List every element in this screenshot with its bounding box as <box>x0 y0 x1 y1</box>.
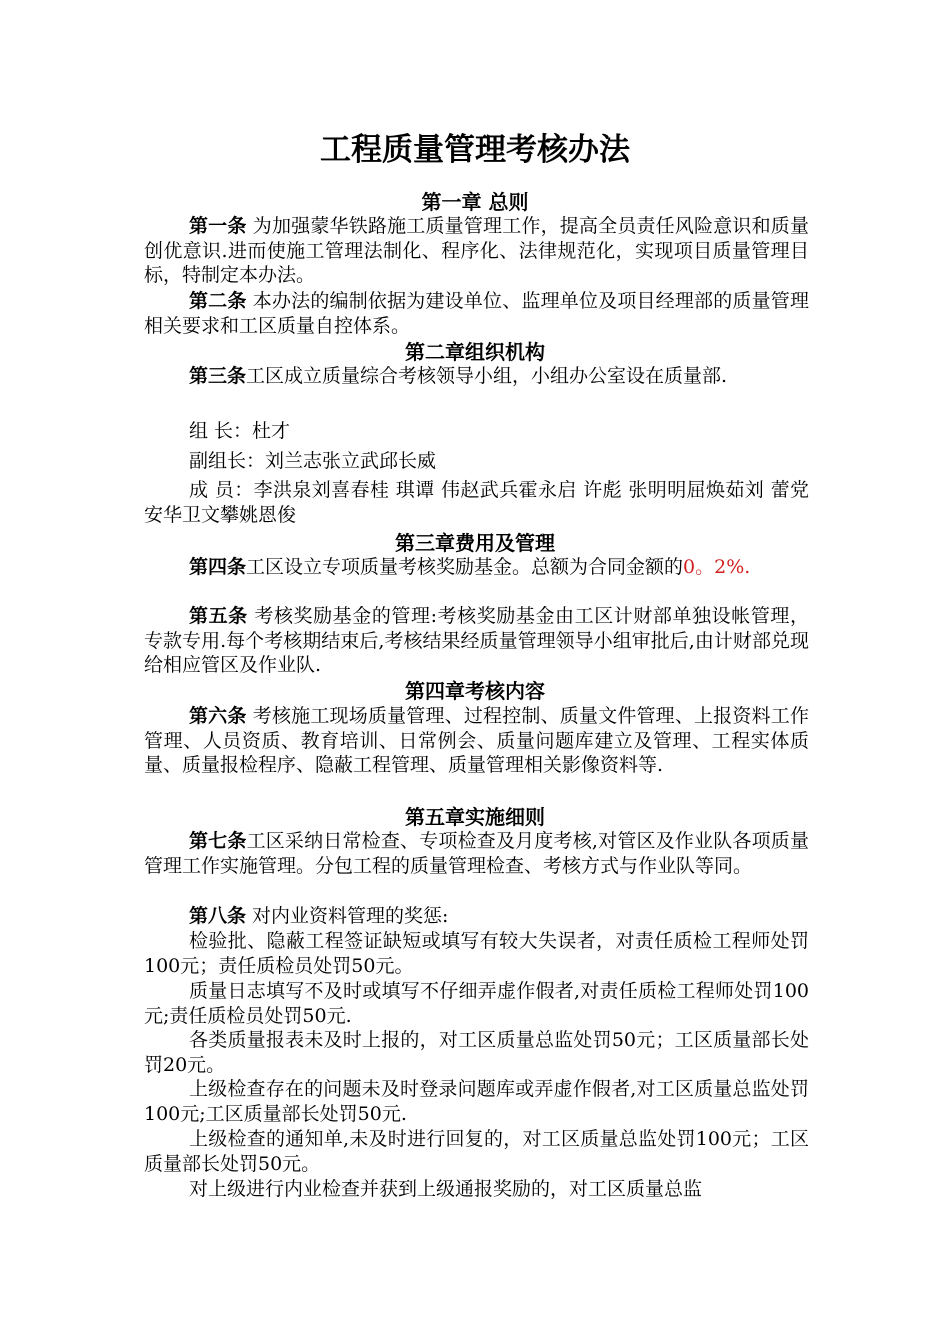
article-text: 本办法的编制依据为建设单位、监理单位及项目经理部的质量管理相关要求和工区质量自控体系。 <box>144 290 809 337</box>
rule-3: 各类质量报表未及时上报的，对工区质量总监处罚50元；工区质量部长处罚20元。 <box>144 1029 809 1076</box>
article-2 <box>144 289 809 338</box>
article-text: 考核施工现场质量管理、过程控制、质量文件管理、上报资料工作管理、人员资质、教育培训、日常例会、质量问题库建立及管理、工程实体质量、质量报检程序、隐蔽工程管理、质量管理相关影像资料等. <box>144 705 809 777</box>
article-text: 考核奖励基金的管理:考核奖励基金由工区计财部单独设帐管理，专款专用.每个考核期结束后,考核结果经质量管理领导小组审批后,由计财部兑现给相应管区及作业队. <box>144 605 809 677</box>
article-label: 第四条 <box>189 556 247 578</box>
chapter-heading-1: 第一章 总则 <box>421 190 529 214</box>
article-8 <box>144 904 809 929</box>
chapter-heading-3: 第三章费用及管理 <box>395 531 555 555</box>
article-label: 第三条 <box>189 365 247 387</box>
article-3 <box>144 364 809 389</box>
document-title: 工程质量管理考核办法 <box>320 132 630 168</box>
article-label: 第一条 <box>189 215 247 237</box>
article-text: 为加强蒙华铁路施工质量管理工作，提高全员责任风险意识和质量创优意识.进而使施工管理法制化、程序化、法律规范化，实现项目质量管理目标，特制定本办法。 <box>144 215 809 287</box>
rule-5: 上级检查的通知单,未及时进行回复的，对工区质量总监处罚100元；工区质量部长处罚50元。 <box>144 1128 809 1175</box>
article-text: 工区采纳日常检查、专项检查及月度考核,对管区及作业队各项质量管理工作实施管理。分包工程的质量管理检查、考核方式与作业队等同。 <box>144 830 809 877</box>
article-text: 工区设立专项质量考核奖励基金。总额为合同金额的 <box>246 556 684 578</box>
rule-1: 检验批、隐蔽工程签证缺短或填写有较大失误者，对责任质检工程师处罚100元；责任质检员处罚50元。 <box>144 930 809 977</box>
article-1 <box>144 214 809 288</box>
rule-4: 上级检查存在的问题未及时登录问题库或弄虚作假者,对工区质量总监处罚100元;工区质量部长处罚50元. <box>144 1078 809 1125</box>
article-text: 工区成立质量综合考核领导小组，小组办公室设在质量部. <box>246 365 728 387</box>
chapter-heading-5: 第五章实施细则 <box>405 805 545 829</box>
article-label: 第六条 <box>189 705 247 727</box>
article-4 <box>144 555 809 580</box>
rule-6: 对上级进行内业检查并获到上级通报奖励的，对工区质量总监 <box>189 1178 703 1200</box>
article-label: 第八条 <box>189 905 247 927</box>
chapter-heading-4: 第四章考核内容 <box>405 679 545 703</box>
article-label: 第七条 <box>189 830 247 852</box>
group-leader-line: 组 长：杜才 <box>189 420 291 442</box>
fund-percentage: 0。2%. <box>683 556 751 578</box>
chapter-heading-2: 第二章组织机构 <box>405 340 545 364</box>
group-members: 成 员：李洪泉刘喜春桂 琪谭 伟赵武兵霍永启 许彪 张明明屈焕茹刘 蕾党安华卫文攀姚恩俊 <box>144 479 809 526</box>
article-7 <box>144 829 809 878</box>
article-label: 第二条 <box>189 290 247 312</box>
article-6 <box>144 704 809 778</box>
article-text: 对内业资料管理的奖惩: <box>246 905 449 927</box>
group-deputy-line: 副组长：刘兰志张立武邱长威 <box>189 450 437 472</box>
article-label: 第五条 <box>189 605 248 627</box>
article-5 <box>144 604 809 678</box>
rule-2: 质量日志填写不及时或填写不仔细弄虚作假者,对责任质检工程师处罚100元;责任质检员处罚50元. <box>144 980 809 1027</box>
